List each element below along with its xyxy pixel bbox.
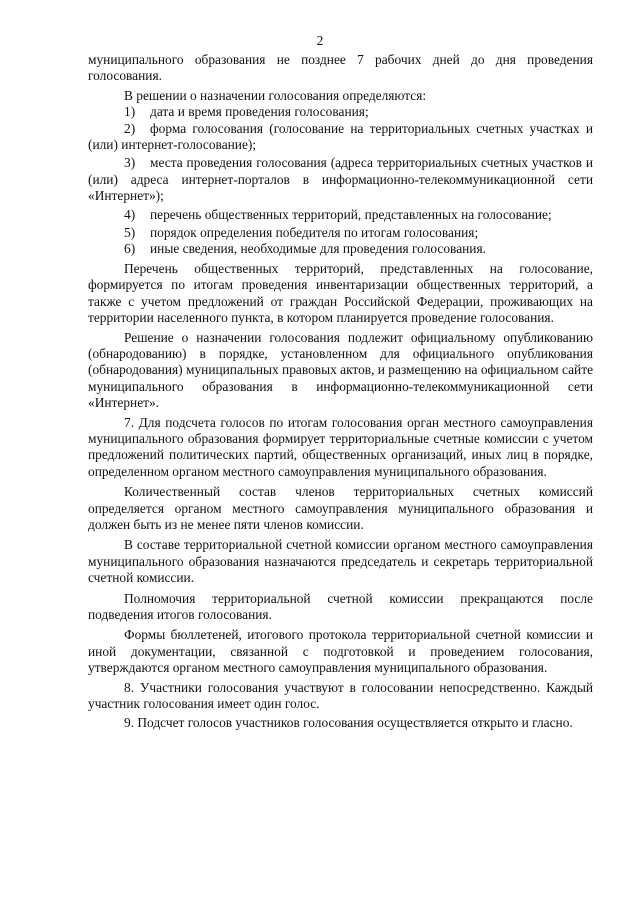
- list-item-text: дата и время проведения голосования;: [150, 104, 369, 120]
- paragraph-section-9: 9. Подсчет голосов участников голосования осуществляется открыто и гласно.: [124, 715, 573, 731]
- list-item-text: перечень общественных территорий, представленных на голосование;: [150, 206, 552, 222]
- paragraph-territories-list: Перечень общественных территорий, представленных на голосование, формируется по итогам проведения инвентаризации общественных территорий, а также с учетом предложений от граждан Российской Федерации, проживающих на территории населенного пункта, в котором планируется проведение голосования.: [88, 260, 593, 326]
- paragraph-commission-officers: В составе территориальной счетной комиссии органом местного самоуправления муниципального образования назначаются председатель и секретарь территориальной счетной комиссии.: [88, 537, 593, 586]
- list-item-text: иные сведения, необходимые для проведения голосования.: [150, 241, 486, 257]
- decision-items-list: [88, 104, 593, 258]
- list-item-text: форма голосования (голосование на территориальных счетных участках и (или) интернет-голосование);: [88, 120, 593, 153]
- list-item: [88, 121, 593, 154]
- paragraph-forms: Формы бюллетеней, итогового протокола территориальной счетной комиссии и иной документации, связанной с подготовкой и проведением голосования, утверждаются органом местного самоуправления муниципального образования.: [88, 627, 593, 676]
- list-item: [88, 207, 593, 223]
- list-item: [88, 104, 593, 120]
- paragraph-continuation: муниципального образования не позднее 7 рабочих дней до дня проведения голосования.: [88, 52, 593, 84]
- paragraph-section-8: 8. Участники голосования участвуют в голосовании непосредственно. Каждый участник голосования имеет один голос.: [88, 679, 593, 712]
- list-item-text: порядок определения победителя по итогам голосования;: [150, 225, 479, 241]
- page-number: 2: [316, 33, 324, 48]
- list-item-text: места проведения голосования (адреса территориальных счетных участков и (или) адреса интернет-порталов в информационно-телекоммуникационной сети «Интернет»);: [88, 155, 593, 204]
- list-item: [88, 225, 593, 241]
- list-item-number: 4): [124, 206, 136, 222]
- paragraph-section-7: 7. Для подсчета голосов по итогам голосования орган местного самоуправления муниципального образования формирует территориальные счетные комиссии с учетом предложений политических партий, общественных организаций, иных лиц в порядке, определенном органом местного самоуправления муниципального образования.: [88, 414, 593, 479]
- list-item-number: 2): [124, 120, 136, 136]
- document-body: [88, 52, 593, 732]
- paragraph-commission-powers: Полномочия территориальной счетной комиссии прекращаются после подведения итогов голосования.: [88, 590, 593, 622]
- paragraph-commission-size: Количественный состав членов территориальных счетных комиссий определяется органом местного самоуправления муниципального образования и должен быть из не менее пяти членов комиссии.: [88, 484, 593, 532]
- list-item: [88, 241, 593, 257]
- list-item-number: 6): [124, 241, 136, 257]
- list-item-number: 3): [124, 155, 136, 171]
- paragraph-publication: Решение о назначении голосования подлежит официальному опубликованию (обнародованию) в порядке, установленном для официального опубликования (обнародования) муниципальных правовых актов, и размещению на официальном сайте муниципального образования в информационно-телекоммуникационной сети «Интернет».: [88, 329, 594, 411]
- list-item: [88, 155, 593, 204]
- paragraph-decision-contents: В решении о назначении голосования определяются:: [124, 87, 427, 103]
- list-item-number: 5): [124, 225, 136, 241]
- list-item-number: 1): [124, 104, 136, 120]
